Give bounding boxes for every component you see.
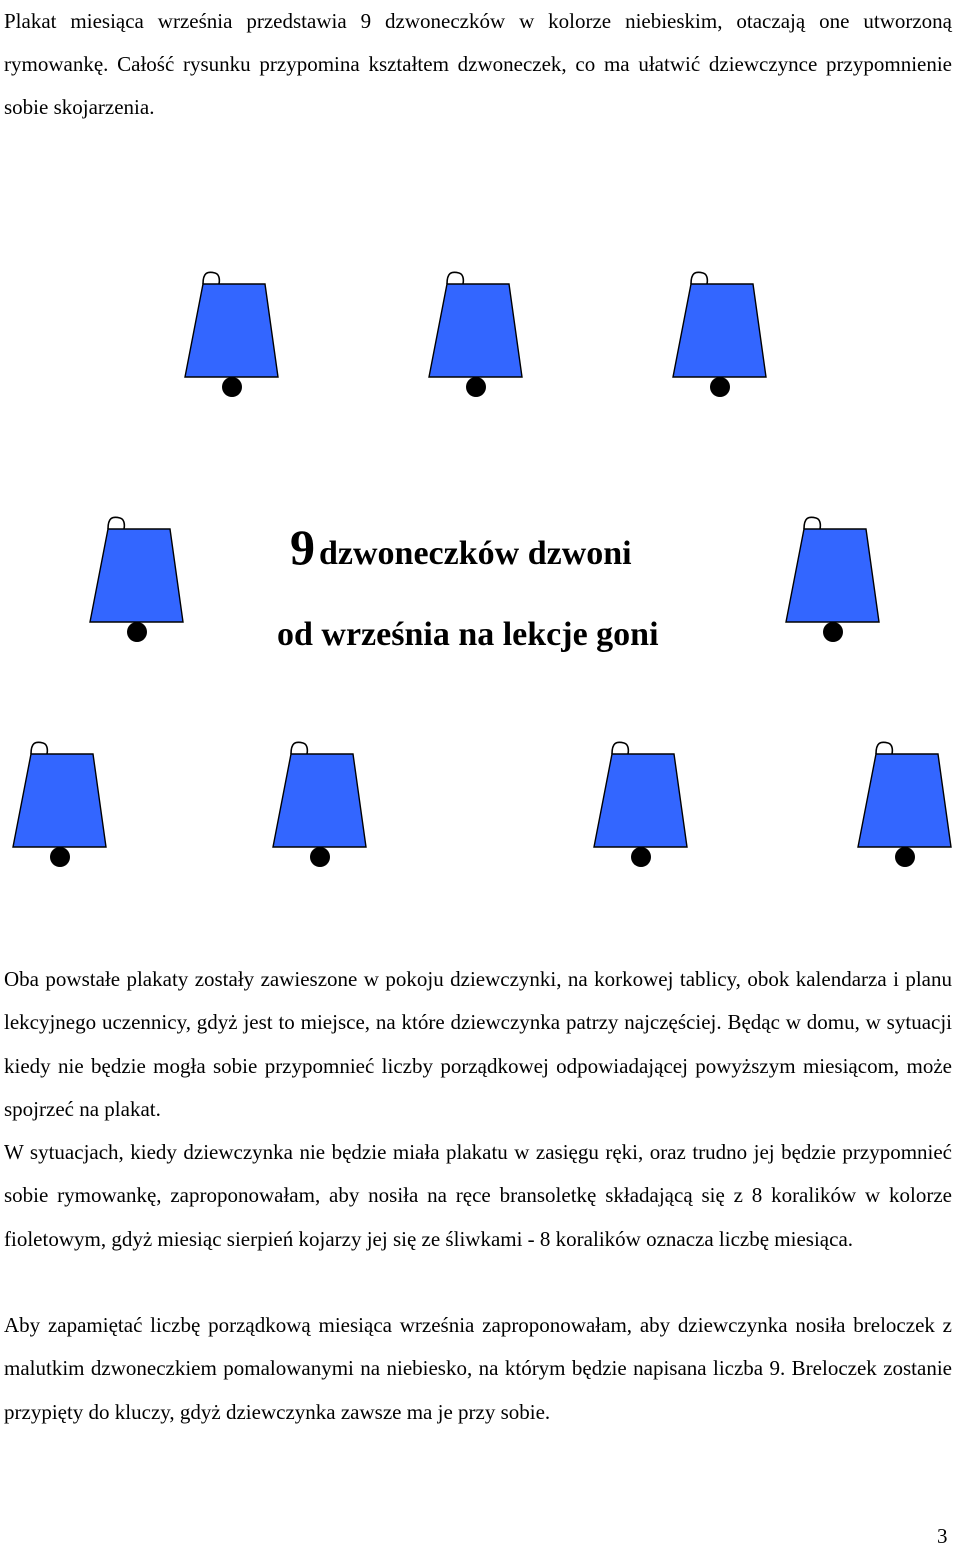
rhyme-number: 9 <box>290 519 315 575</box>
paragraph-3: Aby zapamiętać liczbę porządkową miesiąca września zaproponowałam, aby dziewczynka nosiła breloczek z malutkim dzwoneczkiem pomalowanymi na niebiesko, na którym będzie napisana liczba 9. Breloczek zostanie przypięty do kluczy, gdyż dziewczynka zawsze ma je przy sobie. <box>4 1313 952 1424</box>
bell-2 <box>429 272 522 397</box>
paragraph-1: Oba powstałe plakaty zostały zawieszone w pokoju dziewczynki, na korkowej tablicy, obok kalendarza i planu lekcyjnego uczennicy, gdyż jest to miejsce, na które dziewczynka patrzy najczęściej. Będąc w domu, w sytuacji kiedy nie będzie mogła sobie przypomnieć liczby porządkowej odpowiadającej powyższym miesiącom, może spojrzeć na plakat. <box>4 967 952 1122</box>
rhyme-line-1 <box>290 518 632 576</box>
bell-7 <box>273 742 366 867</box>
rhyme-line-2: od września na lekcje goni <box>277 616 659 653</box>
bell-1 <box>185 272 278 397</box>
bell-9 <box>858 742 951 867</box>
rhyme-line-1-text: dzwoneczków dzwoni <box>319 535 632 572</box>
bell-3 <box>673 272 766 397</box>
intro-paragraph: Plakat miesiąca września przedstawia 9 dzwoneczków w kolorze niebieskim, otaczają one utworzoną rymowankę. Całość rysunku przypomina kształtem dzwoneczek, co ma ułatwić dziewczynce przypomnienie sobie skojarzenia. <box>4 9 952 119</box>
bell-6 <box>13 742 106 867</box>
page-number: 3 <box>937 1524 948 1548</box>
paragraph-2: W sytuacjach, kiedy dziewczynka nie będzie miała plakatu w zasięgu ręki, oraz trudno jej będzie przypomnieć sobie rymowankę, zaproponowałam, aby nosiła na ręce bransoletkę składającą się z 8 koralików w kolorze fioletowym, gdyż miesiąc sierpień kojarzy jej się ze śliwkami - 8 koralików oznacza liczbę miesiąca. <box>4 1140 952 1251</box>
bell-8 <box>594 742 687 867</box>
bell-4 <box>90 517 183 642</box>
bell-5 <box>786 517 879 642</box>
